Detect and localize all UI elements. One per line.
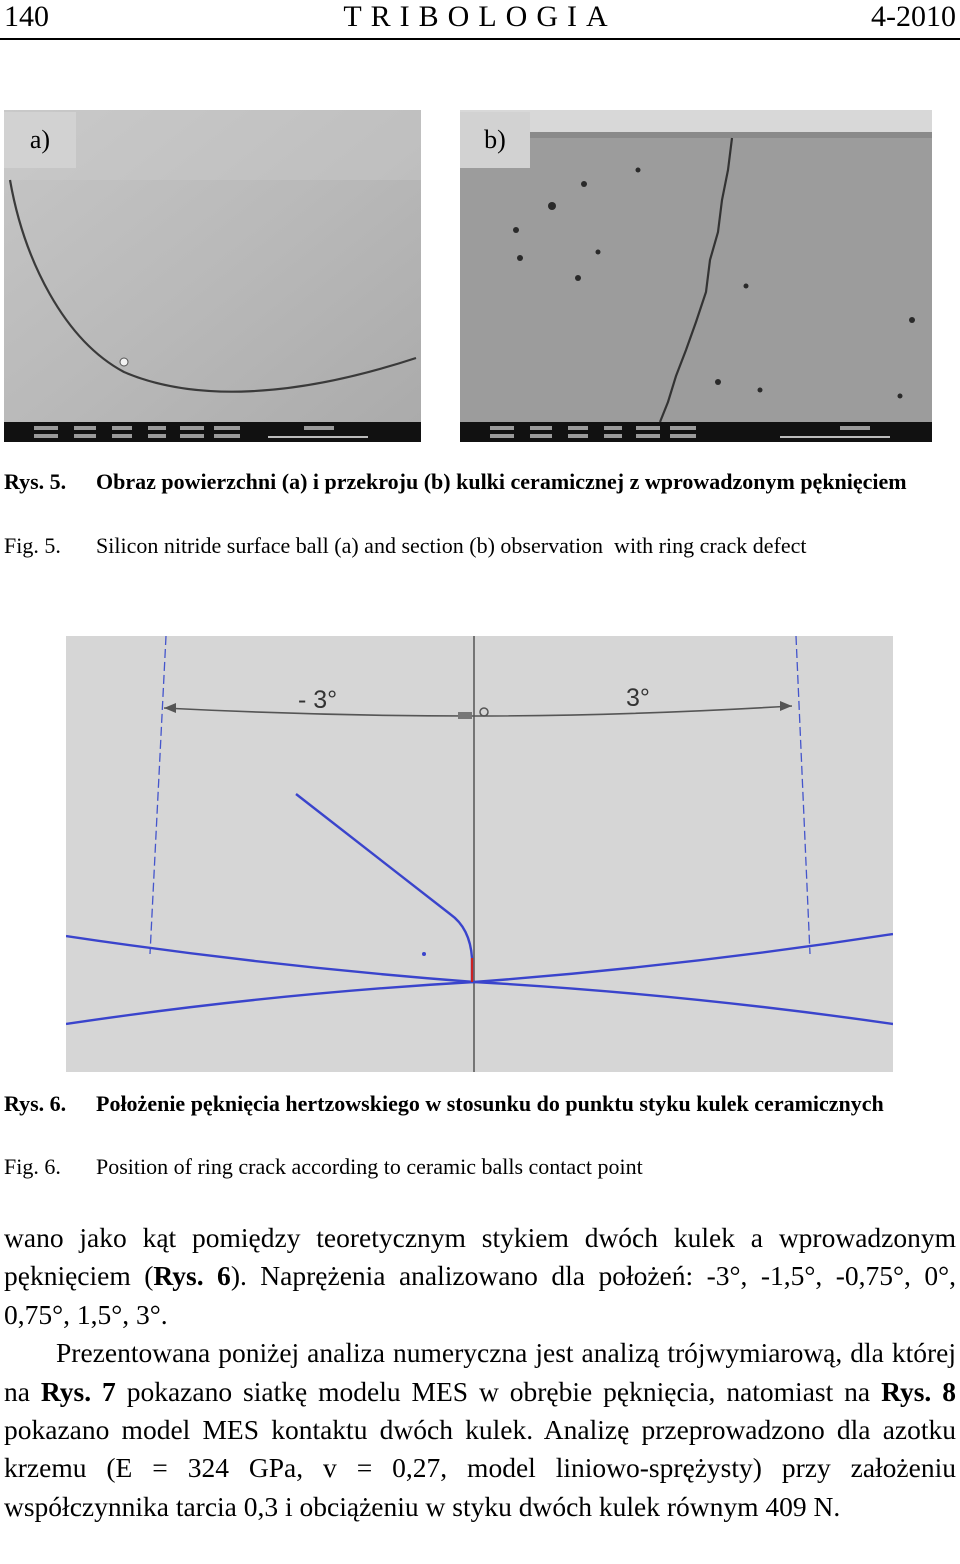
- figure-reference: Rys. 6: [153, 1260, 231, 1292]
- figure5-caption-pl-text: Obraz powierzchni (a) i przekroju (b) kulki ceramicznej z wprowadzonym pęknięciem: [96, 469, 907, 494]
- figure5-caption-pl-number: Rys. 5.: [4, 469, 67, 494]
- angle-dimension-line: [164, 706, 792, 716]
- figure5-caption-en-number: Fig. 5.: [4, 533, 61, 558]
- angle-label-right: 3°: [626, 684, 650, 712]
- header-rule: [0, 38, 960, 40]
- panel-b-label: b): [460, 112, 530, 168]
- figure5-caption-pl: [4, 466, 956, 530]
- issue-number: 4-2010: [871, 0, 956, 33]
- panel-a-label: a): [4, 112, 76, 168]
- figure6-caption-pl: [4, 1088, 956, 1152]
- guide-line-left: [150, 636, 166, 954]
- page-number: 140: [4, 0, 49, 33]
- figure5-caption-en-text: Silicon nitride surface ball (a) and section (b) observation with ring crack defect: [96, 533, 807, 558]
- body-text: [4, 1219, 956, 1526]
- figure-reference: Rys. 7: [40, 1375, 116, 1407]
- paragraph-2: Prezentowana poniżej analiza numeryczna jest analizą trójwymiarową, dla której na Rys. 7 pokazano siatkę modelu MES w obrębie pęknięcia, natomiast na Rys. 8 pokazano model MES kontaktu dwóch kulek. Analizę przeprowadzono dla azotku krzemu (E = 324 GPa, v = 0,27, model liniowo-sprężysty) przy założeniu współczynnika tarcia 0,3 i obciążeniu w styku dwóch kulek równym 409 N.: [4, 1337, 956, 1522]
- figure6-caption-en: [4, 1151, 956, 1182]
- guide-line-right: [796, 636, 810, 954]
- paragraph-1: wano jako kąt pomiędzy teoretycznym stykiem dwóch kulek a wprowadzonym pęknięciem (Rys. 6). Naprężenia analizowano dla położeń: -3°, -1,5°, -0,75°, 0°, 0,75°, 1,5°, 3°.: [4, 1222, 956, 1330]
- journal-title: TRIBOLOGIA: [343, 0, 617, 33]
- ball-lower-contour: [66, 982, 893, 1024]
- page-header: [0, 0, 960, 36]
- ring-crack-position-diagram: [66, 636, 893, 1072]
- ball-upper-contour: [66, 934, 893, 982]
- angle-label-left: - 3°: [298, 686, 338, 714]
- ring-crack-line: [296, 794, 472, 980]
- figure6-caption-pl-number: Rys. 6.: [4, 1091, 67, 1116]
- figure-reference: Rys. 8: [881, 1375, 956, 1407]
- figure5-caption-en: [4, 530, 956, 561]
- figure6-caption-en-text: Position of ring crack according to ceramic balls contact point: [96, 1154, 643, 1179]
- figure6-caption-en-number: Fig. 6.: [4, 1154, 61, 1179]
- sem-image-section: [460, 110, 932, 442]
- figure6-caption-pl-text: Położenie pęknięcia hertzowskiego w stosunku do punktu styku kulek ceramicznych: [96, 1091, 884, 1116]
